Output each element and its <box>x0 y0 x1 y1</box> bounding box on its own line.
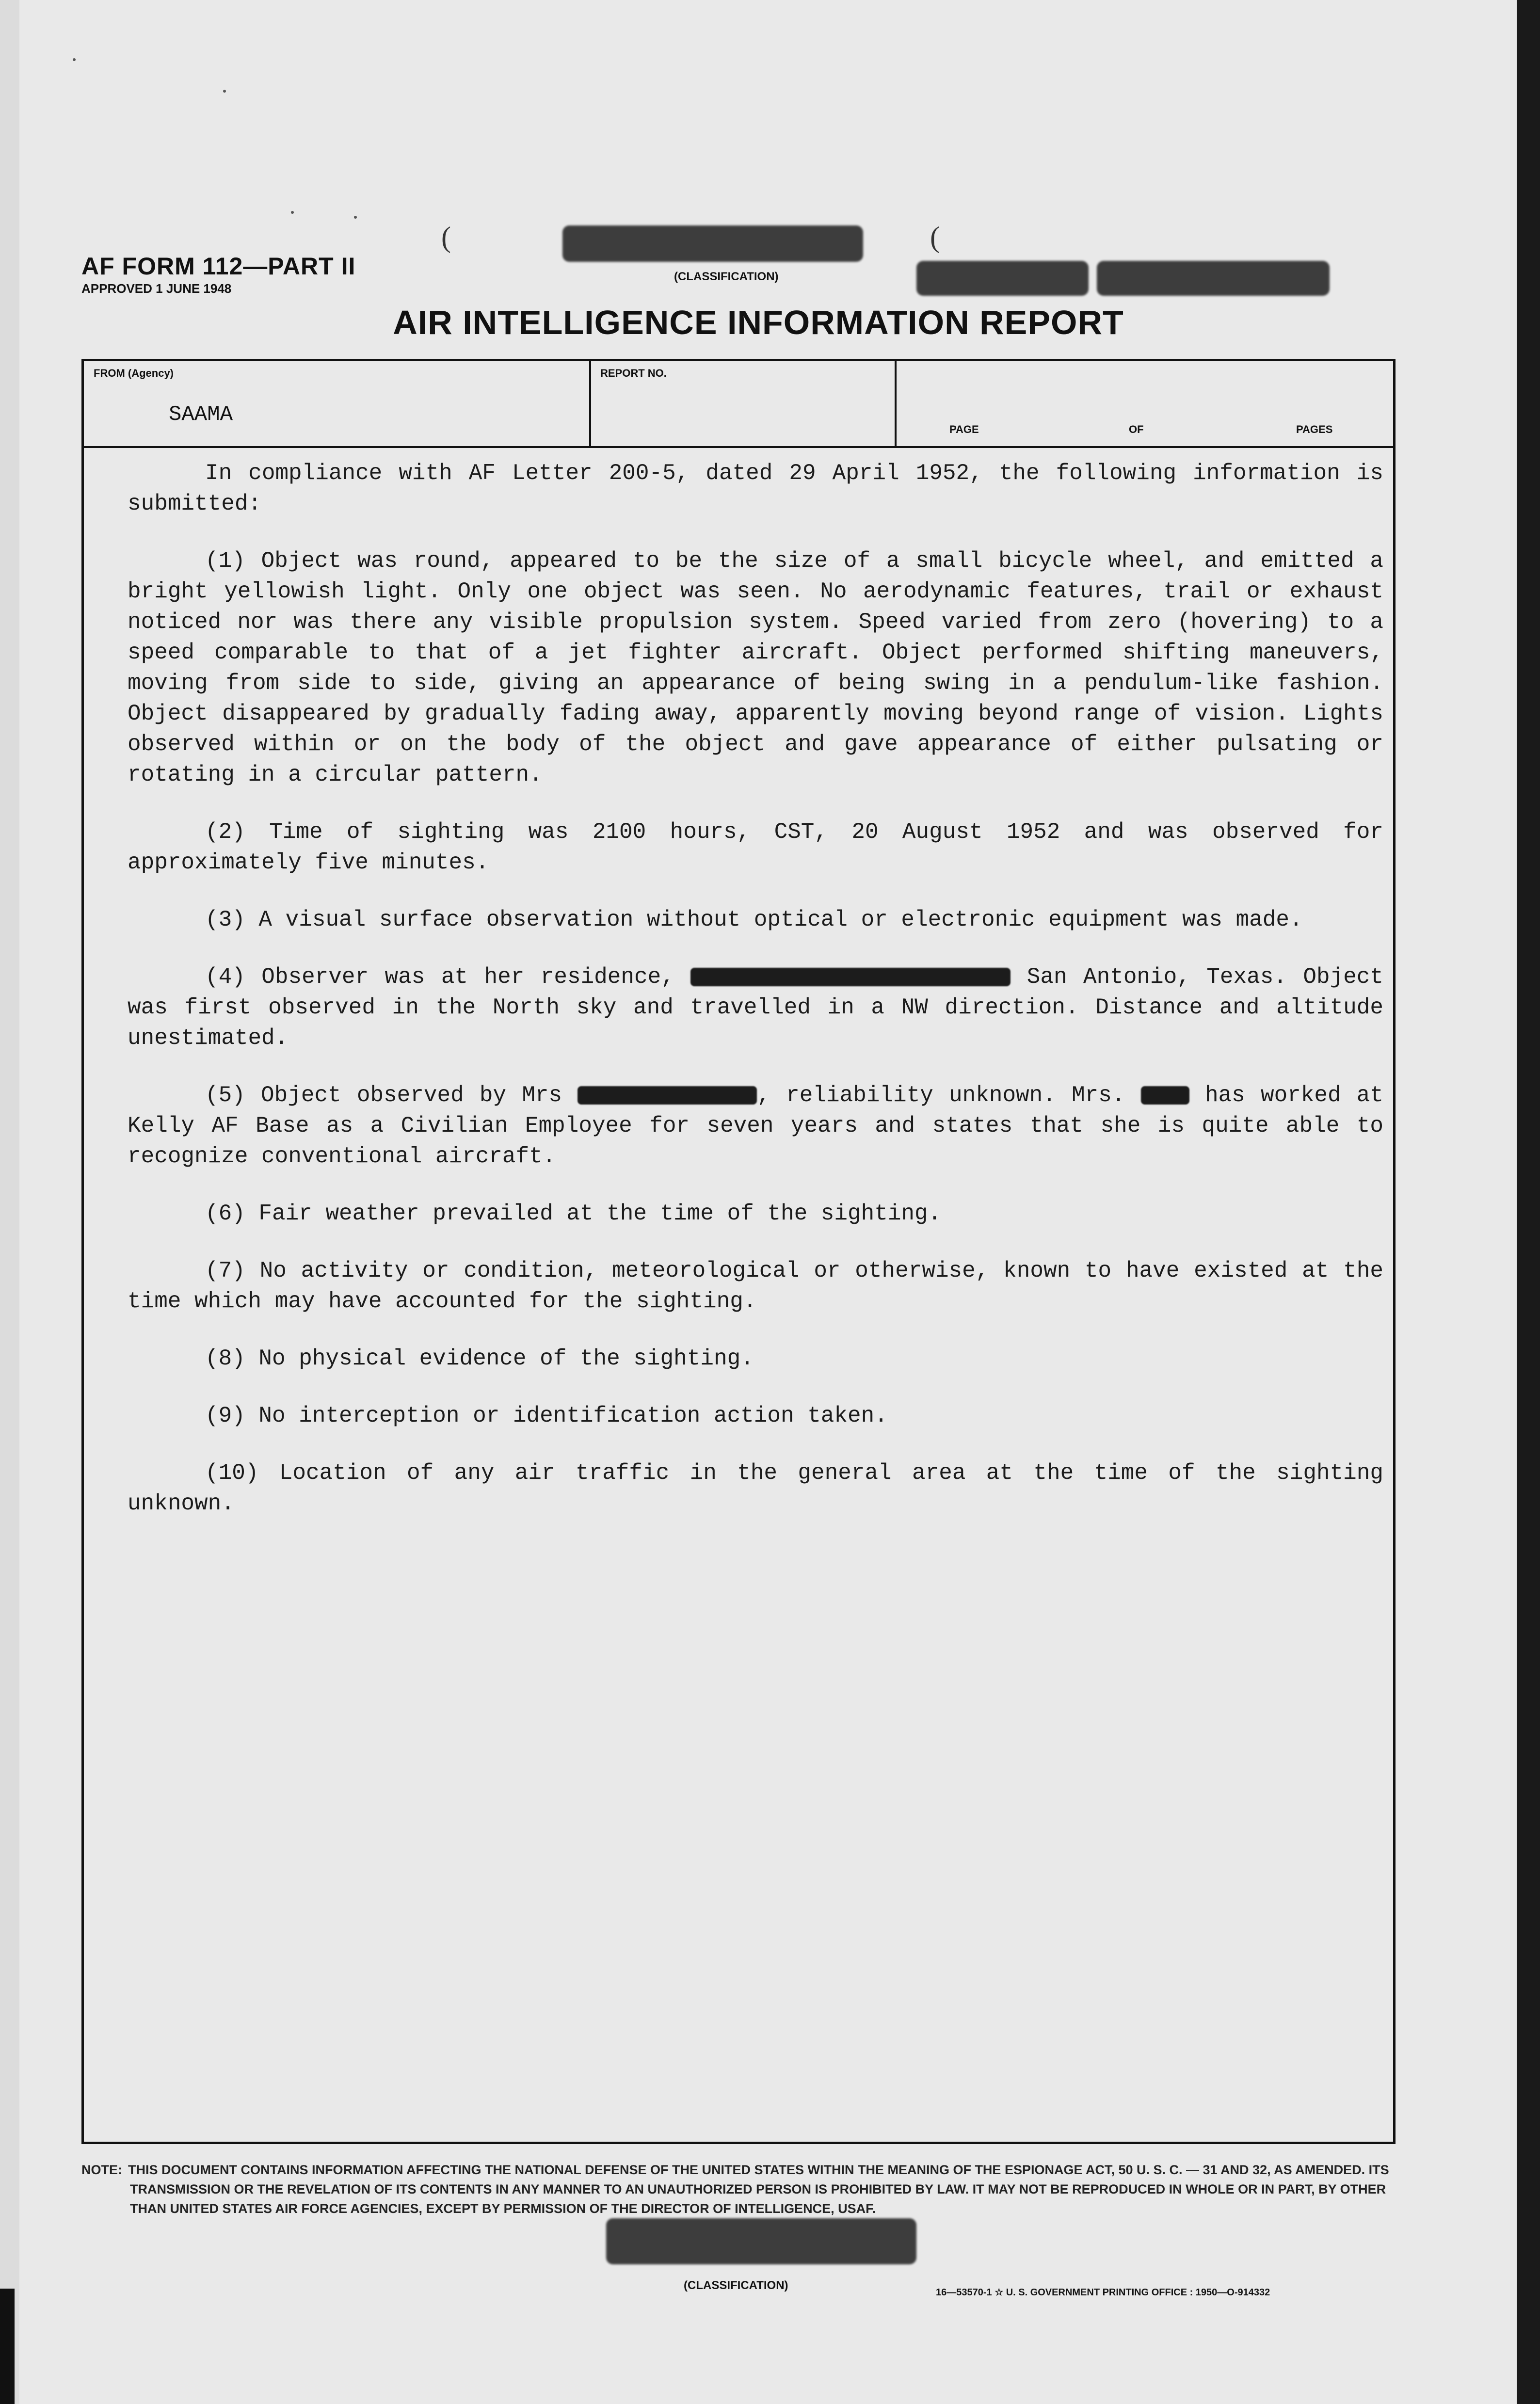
intro-paragraph: In compliance with AF Letter 200-5, dated 29 April 1952, the following information is submitted: <box>128 461 1383 516</box>
scan-speck <box>354 216 357 219</box>
classification-redaction-bottom <box>606 2218 916 2264</box>
report-no-label: REPORT NO. <box>600 367 667 379</box>
paragraph-8: (8) No physical evidence of the sighting. <box>205 1346 754 1371</box>
name-redaction-short <box>1141 1086 1189 1105</box>
scan-speck <box>223 90 226 93</box>
paragraph-10: (10) Location of any air traffic in the general area at the time of the sighting unknown. <box>128 1460 1383 1516</box>
paragraph-2: (2) Time of sighting was 2100 hours, CST, 20 August 1952 and was observed for approximately five minutes. <box>128 819 1383 875</box>
name-redaction <box>578 1086 757 1105</box>
report-form <box>81 359 1396 2144</box>
report-body <box>128 458 1383 1546</box>
paragraph-5-mid: , reliability unknown. Mrs. <box>757 1083 1125 1108</box>
scan-speck <box>73 58 76 61</box>
approved-date: APPROVED 1 JUNE 1948 <box>81 281 232 296</box>
from-value: SAAMA <box>169 402 233 427</box>
classification-redaction <box>562 225 863 262</box>
pages-label: PAGES <box>1296 423 1333 435</box>
paragraph-7: (7) No activity or condition, meteorological or otherwise, known to have existed at the time which may have accounted for the sighting. <box>128 1258 1383 1314</box>
scan-bottom-edge <box>0 2289 15 2404</box>
from-label: FROM (Agency) <box>94 367 174 379</box>
paren-left: ( <box>441 221 451 253</box>
classification-label-bottom: (CLASSIFICATION) <box>684 2279 788 2292</box>
note-lead: NOTE: <box>81 2163 122 2177</box>
stamp-redaction-left <box>916 261 1089 296</box>
paragraph-1: (1) Object was round, appeared to be the size of a small bicycle wheel, and emitted a bright yellowish light. Only one object was seen. No aerodynamic features, trail or exhaust noticed nor was there any visible propulsion system. Speed varied from zero (hovering) to a speed comparable to that of a jet fighter aircraft. Object performed shifting maneuvers, moving from side to side, giving an appearance of being swing in a pendulum-like fashion. Object disappeared by gradually fading away, apparently moving beyond range of vision. Lights observed within or on the body of the object and gave appearance of either pulsating or rotating in a circular pattern. <box>128 548 1383 787</box>
page-label: PAGE <box>949 423 979 435</box>
espionage-notice <box>81 2160 1410 2218</box>
paragraph-5 <box>128 1080 1383 1172</box>
scan-speck <box>291 211 294 214</box>
cell-divider <box>895 361 897 446</box>
stamp-redaction-right <box>1097 261 1330 296</box>
paragraph-5-end: has worked at Kelly AF Base as a Civilian Employee for seven years and states that she is quite able to recognize conventional aircraft. <box>128 1083 1384 1169</box>
paragraph-9: (9) No interception or identification action taken. <box>205 1403 888 1428</box>
paragraph-4-end: San Antonio, Texas. Object was first observed in the North sky and travelled in a NW direction. Distance and altitude unestimated. <box>128 964 1384 1051</box>
paren-right: ( <box>930 221 940 253</box>
form-id: AF FORM 112—PART II <box>81 253 356 280</box>
of-label: OF <box>1129 423 1144 435</box>
classification-label-top: (CLASSIFICATION) <box>674 270 779 283</box>
scan-left-edge <box>0 0 19 2404</box>
note-text: THIS DOCUMENT CONTAINS INFORMATION AFFECTING THE NATIONAL DEFENSE OF THE UNITED STATES WITHIN THE MEANING OF THE ESPIONAGE ACT, 50 U. S. C. — 31 AND 32, AS AMENDED. ITS TRANSMISSION OR THE REVELATION OF ITS CONTENTS IN ANY MANNER TO AN UNAUTHORIZED PERSON IS PROHIBITED BY LAW. IT MAY NOT BE REPRODUCED IN WHOLE OR IN PART, BY OTHER THAN UNITED STATES AIR FORCE AGENCIES, EXCEPT BY PERMISSION OF THE DIRECTOR OF INTELLIGENCE, USAF. <box>128 2163 1389 2216</box>
scan-right-border <box>1517 0 1540 2404</box>
paragraph-4 <box>128 962 1383 1054</box>
cell-divider <box>589 361 591 446</box>
paragraph-3: (3) A visual surface observation without optical or electronic equipment was made. <box>205 907 1303 932</box>
address-redaction <box>690 968 1011 986</box>
paragraph-5-start: (5) Object observed by Mrs <box>205 1083 562 1108</box>
header-rule <box>84 446 1393 448</box>
paragraph-4-start: (4) Observer was at her residence, <box>205 964 674 990</box>
report-title: AIR INTELLIGENCE INFORMATION REPORT <box>393 304 1124 341</box>
paragraph-6: (6) Fair weather prevailed at the time of the sighting. <box>205 1201 942 1226</box>
printing-office-line: 16—53570-1 ☆ U. S. GOVERNMENT PRINTING OFFICE : 1950—O-914332 <box>936 2287 1270 2298</box>
